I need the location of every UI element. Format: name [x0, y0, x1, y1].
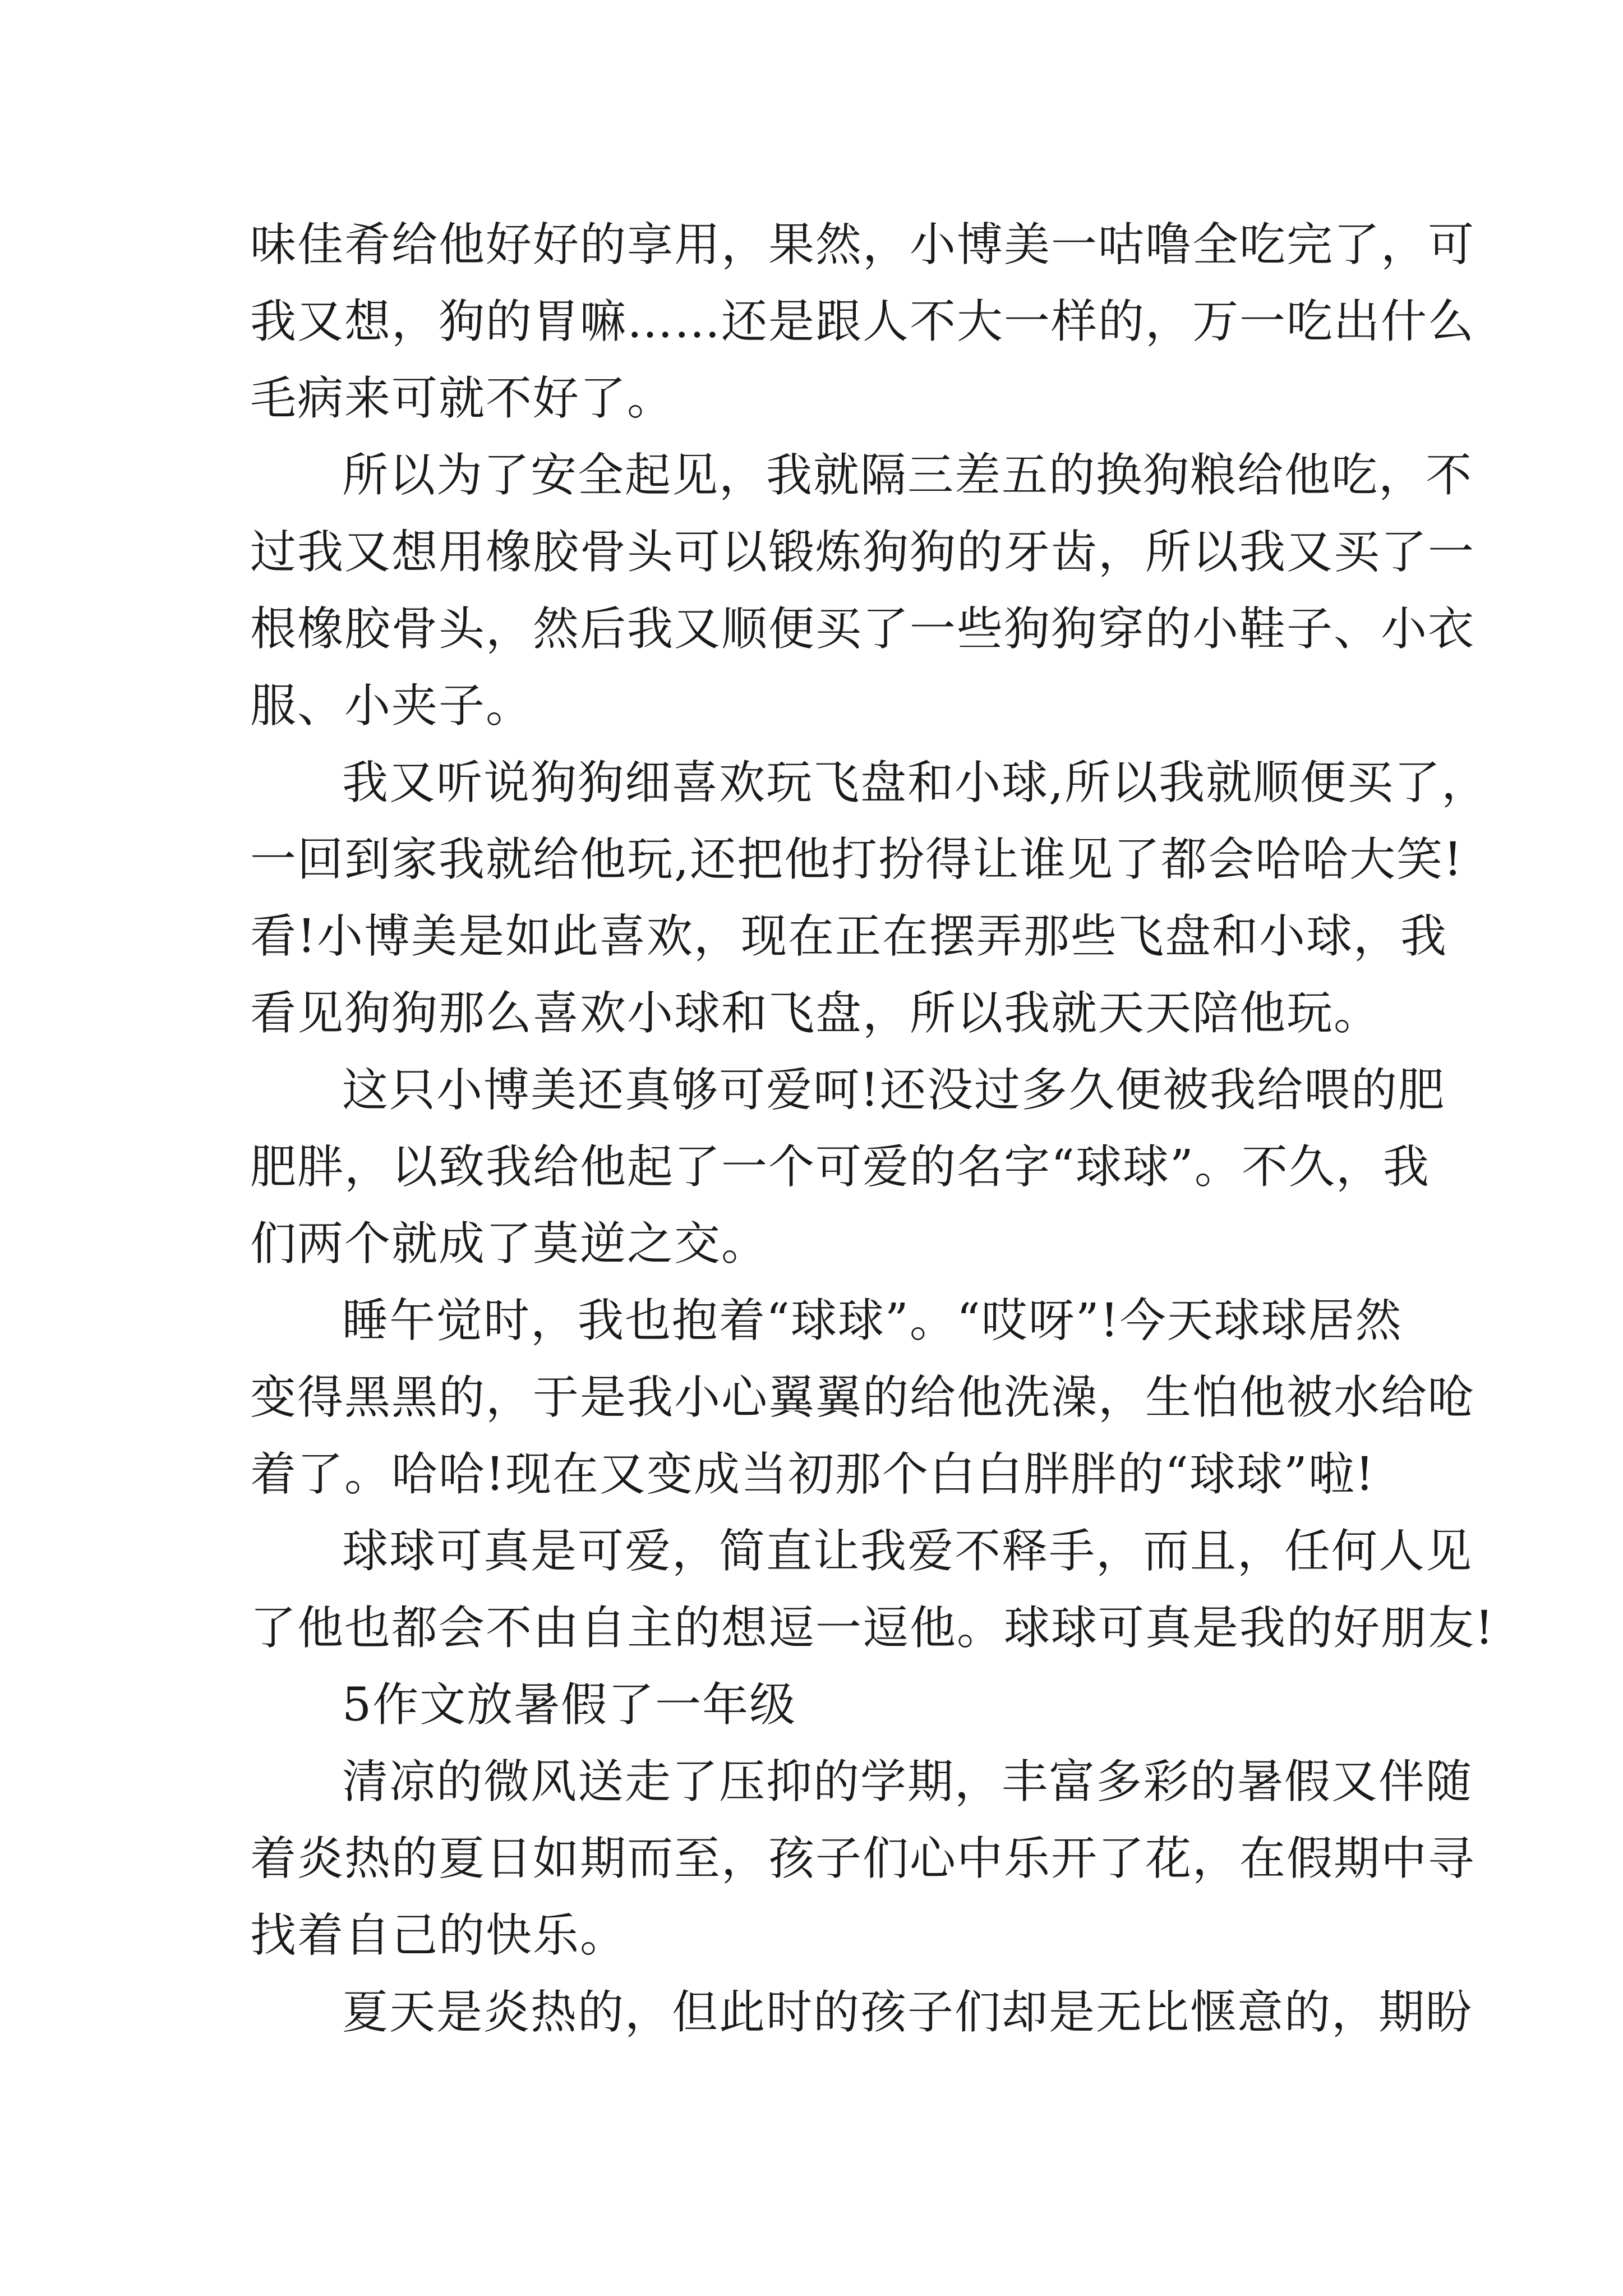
text-line: 服、小夹子。: [250, 679, 533, 733]
paragraph-6: [250, 1513, 1495, 1667]
text-line: 肥胖，以致我给他起了一个可爱的名字“球球”。不久，我: [250, 1140, 1430, 1194]
text-line: 了他也都会不由自主的想逗一逗他。球球可真是我的好朋友!: [250, 1602, 1495, 1655]
text-line: 们两个就成了莫逆之交。: [250, 1217, 769, 1271]
text-line: 看见狗狗那么喜欢小球和飞盘，所以我就天天陪他玩。: [250, 987, 1381, 1040]
paragraph-2: [250, 437, 1476, 744]
text-line: 我又想，狗的胃嘛……还是跟人不大一样的，万一吃出什么: [250, 295, 1476, 348]
text-line: 找着自己的快乐。: [250, 1909, 628, 1962]
paragraph-3: [250, 744, 1489, 1052]
text-line: 夏天是炎热的，但此时的孩子们却是无比惬意的，期盼: [342, 1986, 1473, 2039]
paragraph-5: [250, 1282, 1476, 1513]
text-line: 着了。哈哈!现在又变成当初那个白白胖胖的“球球”啦!: [250, 1448, 1375, 1501]
text-line: 我又听说狗狗细喜欢玩飞盘和小球,所以我就顺便买了，: [342, 756, 1489, 809]
text-line: 这只小博美还真够可爱呵!还没过多久便被我给喂的肥: [342, 1064, 1445, 1117]
paragraph-4: [250, 1052, 1445, 1282]
text-line: 一回到家我就给他玩,还把他打扮得让谁见了都会哈哈大笑!: [250, 833, 1464, 886]
text-line: 所以为了安全起见，我就隔三差五的换狗粮给他吃，不: [342, 449, 1473, 502]
paragraph-1: [250, 206, 1476, 437]
text-line: 着炎热的夏日如期而至，孩子们心中乐开了花，在假期中寻: [250, 1832, 1476, 1885]
document-body: [250, 206, 1495, 2051]
section-heading: 5作文放暑假了一年级: [342, 1678, 797, 1732]
text-line: 看!小博美是如此喜欢，现在正在摆弄那些飞盘和小球，我: [250, 910, 1447, 963]
paragraph-8: [250, 1974, 1473, 2051]
text-line: 毛病来可就不好了。: [250, 372, 675, 425]
text-line: 睡午觉时，我也抱着“球球”。“哎呀”!今天球球居然: [342, 1294, 1403, 1347]
text-line: 变得黑黑的，于是我小心翼翼的给他洗澡，生怕他被水给呛: [250, 1371, 1476, 1424]
text-line: 清凉的微风送走了压抑的学期，丰富多彩的暑假又伴随: [342, 1755, 1473, 1809]
text-line: 球球可真是可爱，简直让我爱不释手，而且，任何人见: [342, 1525, 1473, 1578]
text-line: 根橡胶骨头，然后我又顺便买了一些狗狗穿的小鞋子、小衣: [250, 602, 1476, 656]
text-line: 味佳肴给他好好的享用，果然，小博美一咕噜全吃完了，可: [250, 218, 1476, 272]
text-line: 过我又想用橡胶骨头可以锻炼狗狗的牙齿，所以我又买了一: [250, 526, 1476, 579]
paragraph-7: [250, 1743, 1476, 1974]
